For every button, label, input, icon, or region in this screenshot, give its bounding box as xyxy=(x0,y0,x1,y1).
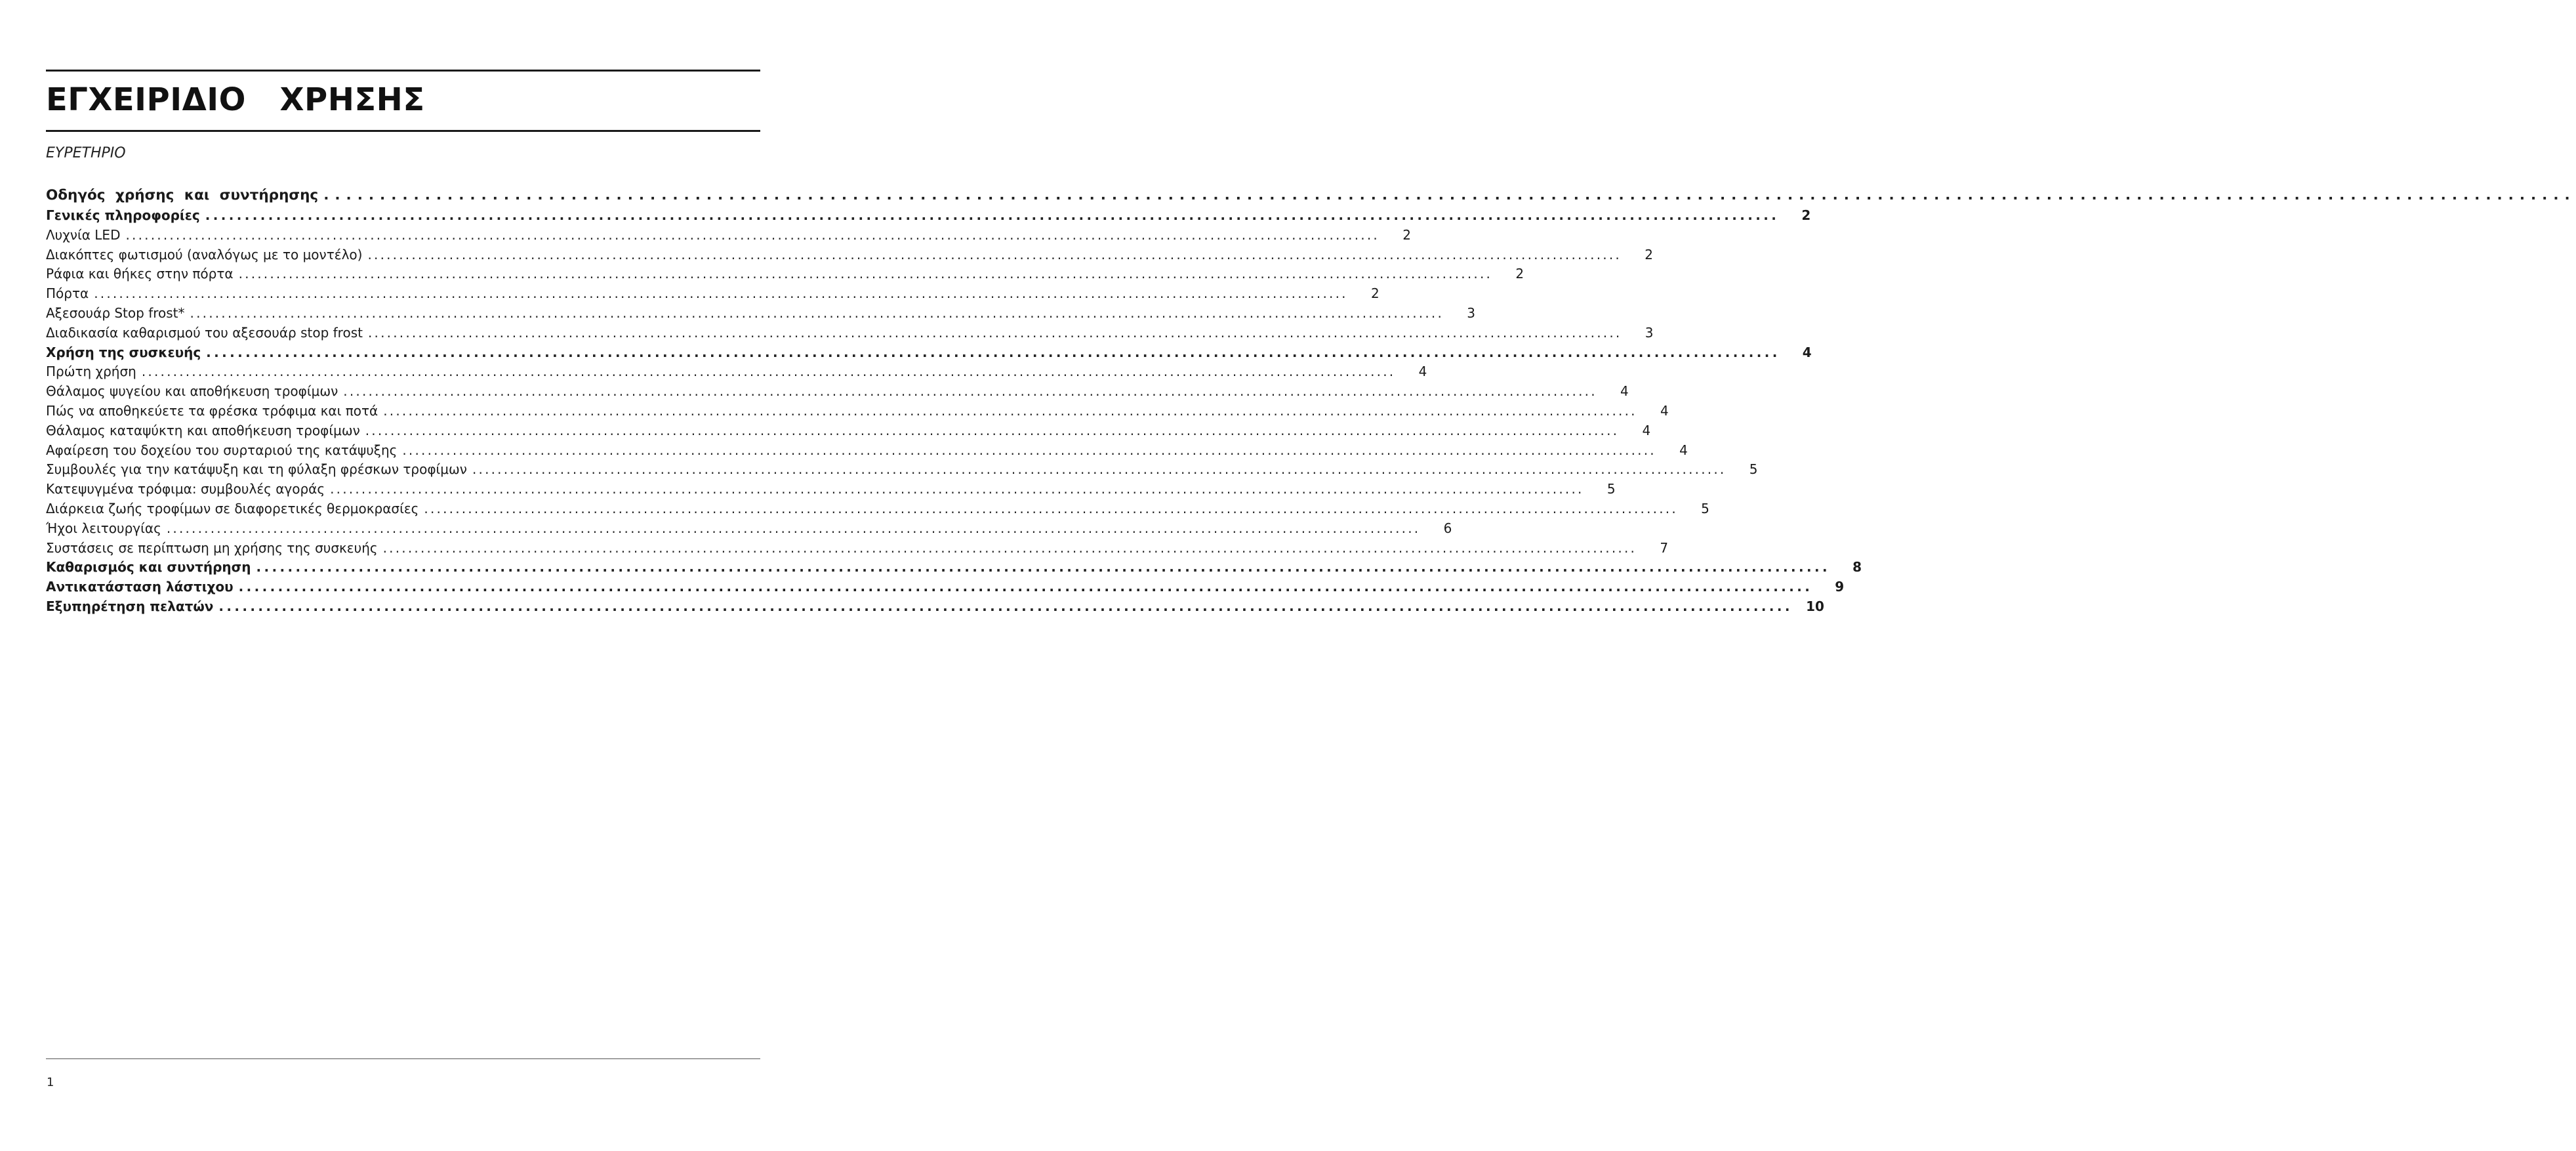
toc-entry-label: Καθαρισμός και συντήρηση xyxy=(46,559,251,576)
toc-entry[interactable] xyxy=(46,597,1824,617)
toc-entry[interactable] xyxy=(46,499,1709,519)
toc-entry[interactable] xyxy=(46,264,1524,284)
toc-entry[interactable] xyxy=(46,460,1758,480)
toc-entry-page: 3 xyxy=(1645,324,1654,341)
toc-entry-label: Χρήση της συσκευής xyxy=(46,344,201,360)
toc-entry-page: 4 xyxy=(1642,422,1651,438)
toc-dot-leader: ........................................................................................................................................................................................................ xyxy=(424,500,1678,516)
table-of-contents xyxy=(46,184,2576,617)
toc-entry-page: 5 xyxy=(1749,461,1758,478)
toc-entry-label: Οδηγός χρήσης και συντήρησης xyxy=(46,187,319,203)
toc-entry-page: 4 xyxy=(1679,442,1688,458)
page-number: 1 xyxy=(47,1076,54,1089)
toc-dot-leader: ........................................................................................................................................................................................................ xyxy=(382,539,1637,556)
toc-entry-label: Κατεψυγμένα τρόφιμα: συμβουλές αγοράς xyxy=(46,481,325,497)
toc-dot-leader: ........................................................................................................................................................................................................ xyxy=(238,579,1813,595)
toc-entry[interactable] xyxy=(46,577,1845,597)
toc-entry-label: Διαδικασία καθαρισμού του αξεσουάρ stop frost xyxy=(46,324,363,341)
toc-entry-page: 8 xyxy=(1852,559,1862,576)
toc-entry[interactable] xyxy=(46,421,1651,441)
toc-entry-label: Πρώτη χρήση xyxy=(46,364,136,380)
toc-entry[interactable] xyxy=(46,206,1811,226)
toc-entry-page: 2 xyxy=(1402,226,1411,243)
toc-entry[interactable] xyxy=(46,362,1427,382)
toc-entry-page: 5 xyxy=(1606,481,1616,497)
toc-dot-leader: ........................................................................................................................................................................................................ xyxy=(141,364,1396,380)
toc-entry-page: 5 xyxy=(1701,500,1709,516)
toc-entry-label: Συστάσεις σε περίπτωση μη χρήσης της συσκευής xyxy=(46,539,378,556)
toc-entry-label: Ήχοι λειτουργίας xyxy=(46,520,161,536)
toc-dot-leader: ........................................................................................................................................................................................................ xyxy=(367,324,1622,341)
toc-entry[interactable] xyxy=(46,441,1688,461)
toc-entry-label: Αξεσουάρ Stop frost* xyxy=(46,304,185,321)
toc-entry-page: 4 xyxy=(1620,383,1629,400)
toc-entry[interactable] xyxy=(46,245,1653,265)
toc-entry-page: 4 xyxy=(1418,364,1427,380)
toc-entry[interactable] xyxy=(46,519,1452,539)
toc-dot-leader: ........................................................................................................................................................................................................ xyxy=(238,266,1493,282)
toc-entry-label: Εξυπηρέτηση πελατών xyxy=(46,598,214,614)
top-rule xyxy=(46,70,760,72)
document-title: ΕΓΧΕΙΡΙΔΙΟ ΧΡΗΣΗΣ xyxy=(46,81,425,118)
toc-entry-label: Συμβουλές για την κατάψυξη και τη φύλαξη φρέσκων τροφίμων xyxy=(46,461,467,478)
toc-entry-label: Θάλαμος καταψύκτη και αποθήκευση τροφίμων xyxy=(46,422,360,438)
toc-entry-label: Πώς να αποθηκεύετε τα φρέσκα τρόφιμα και ποτά xyxy=(46,402,378,419)
toc-entry[interactable] xyxy=(46,226,1411,245)
toc-dot-leader: ........................................................................................................................................................................................................ xyxy=(402,442,1656,458)
toc-entry[interactable] xyxy=(46,343,1812,363)
toc-entry-page: 6 xyxy=(1443,520,1452,536)
toc-dot-leader: ........................................................................................................................................................................................................ xyxy=(218,598,1793,614)
toc-entry-page: 2 xyxy=(1801,207,1811,223)
toc-entry-label: Ράφια και θήκες στην πόρτα xyxy=(46,266,234,282)
toc-entry-page: 10 xyxy=(1806,598,1824,614)
toc-entry[interactable] xyxy=(46,402,1669,421)
toc-entry-page: 4 xyxy=(1802,344,1812,360)
toc-entry[interactable] xyxy=(46,184,2576,206)
toc-entry[interactable] xyxy=(46,382,1629,402)
toc-entry-page: 2 xyxy=(1515,266,1524,282)
toc-dot-leader: ........................................................................................................................................................................................................ xyxy=(256,559,1830,576)
toc-entry[interactable] xyxy=(46,539,1669,558)
toc-entry-label: Αφαίρεση του δοχείου του συρταριού της κατάψυξης xyxy=(46,442,398,458)
toc-dot-leader: ........................................................................................................................................................................................................ xyxy=(365,422,1620,438)
toc-entry-page: 4 xyxy=(1660,402,1669,419)
toc-dot-leader: ........................................................................................................................................................................................................ xyxy=(205,207,1780,223)
toc-dot-leader: ........................................................................................................................................................................................................ xyxy=(206,344,1780,360)
toc-entry-page: 2 xyxy=(1370,285,1380,302)
title-rule xyxy=(46,130,760,132)
toc-dot-leader: ........................................................................................................................................................................................................ xyxy=(166,520,1421,536)
toc-entry-page: 9 xyxy=(1835,579,1845,595)
toc-entry-page: 7 xyxy=(1660,539,1669,556)
toc-entry-page: 3 xyxy=(1467,304,1475,321)
toc-entry-label: Θάλαμος ψυγείου και αποθήκευση τροφίμων xyxy=(46,383,338,400)
toc-entry-label: Αντικατάσταση λάστιχου xyxy=(46,579,234,595)
toc-dot-leader: ........................................................................................................................................................................................................ xyxy=(367,246,1622,262)
toc-dot-leader: ........................................................................................................................................................................................................ xyxy=(330,481,1584,497)
toc-entry[interactable] xyxy=(46,558,1862,577)
toc-dot-leader: ........................................................................................................................................................................................................ xyxy=(343,383,1597,400)
toc-entry-label: Γενικές πληροφορίες xyxy=(46,207,200,223)
toc-entry-page: 2 xyxy=(1645,246,1653,262)
index-heading: ΕΥΡΕΤΗΡΙΟ xyxy=(46,145,126,161)
toc-dot-leader: ........................................................................................................................................................................................................ xyxy=(323,187,2576,203)
toc-dot-leader: ........................................................................................................................................................................................................ xyxy=(94,285,1348,302)
toc-dot-leader: ........................................................................................................................................................................................................ xyxy=(383,402,1637,419)
toc-entry-label: Διάρκεια ζωής τροφίμων σε διαφορετικές θερμοκρασίες xyxy=(46,500,419,516)
toc-dot-leader: ........................................................................................................................................................................................................ xyxy=(190,304,1444,321)
toc-dot-leader: ........................................................................................................................................................................................................ xyxy=(125,226,1380,243)
toc-entry-label: Λυχνία LED xyxy=(46,226,121,243)
toc-entry[interactable] xyxy=(46,324,1654,343)
footer-rule xyxy=(46,1058,760,1059)
toc-entry[interactable] xyxy=(46,284,1380,304)
toc-entry[interactable] xyxy=(46,304,1475,324)
toc-entry-label: Διακόπτες φωτισμού (αναλόγως με το μοντέλο) xyxy=(46,246,363,262)
toc-dot-leader: ........................................................................................................................................................................................................ xyxy=(472,461,1727,478)
toc-entry-label: Πόρτα xyxy=(46,285,89,302)
toc-entry[interactable] xyxy=(46,480,1616,499)
